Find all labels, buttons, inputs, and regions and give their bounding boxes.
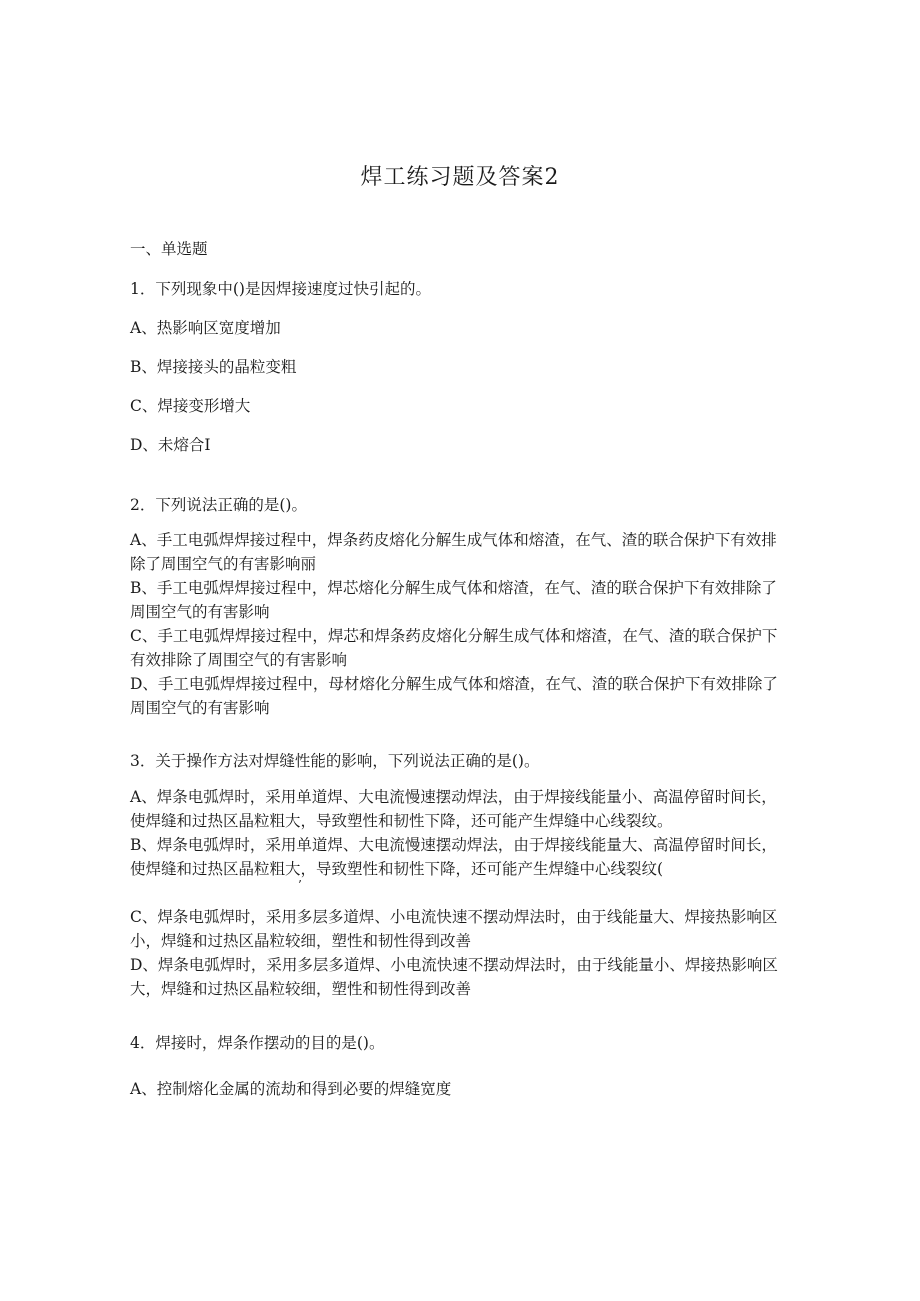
question-2-option-a: A、手工电弧焊焊接过程中，焊条药皮熔化分解生成气体和熔渣，在气、渣的联合保护下有效排除了周围空气的有害影响丽 — [130, 531, 777, 573]
question-1-option-a: A、热影响区宽度增加 — [130, 319, 281, 337]
question-1-option-d: D、未熔合I — [130, 436, 211, 454]
question-3-option-d: D、焊条电弧焊时，采用多层多道焊、小电流快速不摆动焊法时，由于线能量小、焊接热影响区大，焊缝和过热区晶粒较细，塑性和韧性得到改善 — [130, 956, 778, 998]
question-3-stem: 3．关于操作方法对焊缝性能的影响，下列说法正确的是()。 — [130, 752, 540, 770]
question-2-option-b: B、手工电弧焊焊接过程中，焊芯熔化分解生成气体和熔渣，在气、渣的联合保护下有效排除了周围空气的有害影响 — [130, 579, 777, 621]
question-1-option-b: B、焊接接头的晶粒变粗 — [130, 358, 297, 376]
question-3-option-a: A、焊条电弧焊时，采用单道焊、大电流慢速摆动焊法，由于焊接线能量小、高温停留时间长，使焊缝和过热区晶粒粗大，导致塑性和韧性下降，还可能产生焊缝中心线裂纹。 — [130, 788, 777, 830]
question-2-option-d: D、手工电弧焊焊接过程中，母材熔化分解生成气体和熔渣，在气、渣的联合保护下有效排除了周围空气的有害影响 — [130, 675, 778, 717]
page-title: 焊工练习题及答案2 — [360, 165, 560, 190]
stray-mark: ’ — [298, 878, 302, 892]
question-2-stem: 2．下列说法正确的是()。 — [130, 496, 307, 514]
question-1-option-c: C、焊接变形增大 — [130, 397, 251, 415]
question-4-option-a: A、控制熔化金属的流劫和得到必要的焊缝宽度 — [130, 1080, 452, 1098]
section-heading: 一、单选题 — [130, 240, 208, 258]
question-2-option-c: C、手工电弧焊焊接过程中，焊芯和焊条药皮熔化分解生成气体和熔渣，在气、渣的联合保护下有效排除了周围空气的有害影响 — [130, 627, 778, 669]
question-3-option-c: C、焊条电弧焊时，采用多层多道焊、小电流快速不摆动焊法时，由于线能量大、焊接热影响区小，焊缝和过热区晶粒较细，塑性和韧性得到改善 — [130, 908, 778, 950]
question-1-stem: 1．下列现象中()是因焊接速度过快引起的。 — [130, 280, 431, 298]
question-4-stem: 4．焊接时，焊条作摆动的目的是()。 — [130, 1034, 385, 1052]
question-3-option-b: B、焊条电弧焊时，采用单道焊、大电流慢速摆动焊法，由于焊接线能量大、高温停留时间长，使焊缝和过热区晶粒粗大，导致塑性和韧性下降，还可能产生焊缝中心线裂纹( — [130, 836, 777, 878]
